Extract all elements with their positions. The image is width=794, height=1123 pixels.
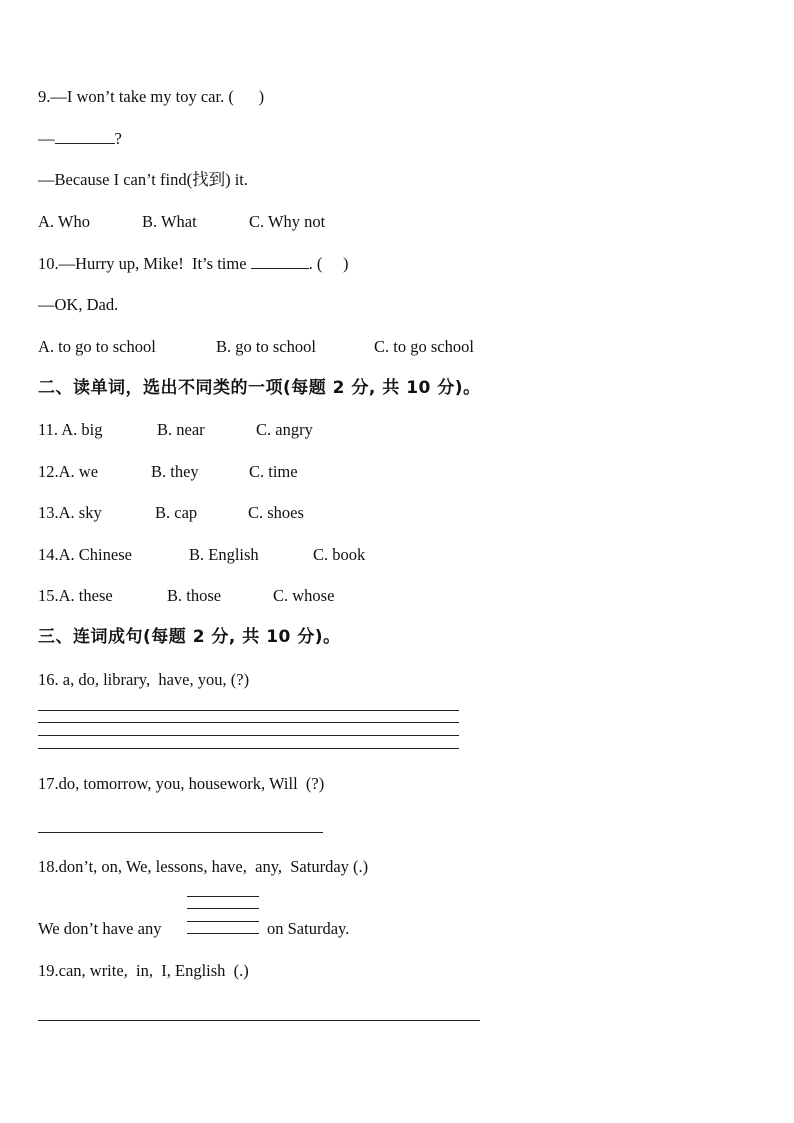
- q18-answer-suffix: on Saturday.: [267, 919, 350, 938]
- q19-answer-line[interactable]: [38, 1020, 480, 1021]
- q16-answer-line-4[interactable]: [38, 748, 459, 749]
- q18-blank-line-3[interactable]: [187, 921, 259, 922]
- q10-stem-end: . ( ): [308, 254, 349, 273]
- q11-option-c: C. angry: [256, 420, 313, 439]
- q16-answer-line-3[interactable]: [38, 735, 459, 736]
- q16-answer-line-1[interactable]: [38, 710, 459, 711]
- q9-reply-line: [38, 129, 122, 149]
- q11-option-b: B. near: [157, 420, 205, 439]
- q9-option-c: C. Why not: [249, 212, 326, 231]
- q10-option-c: C. to go school: [374, 337, 474, 356]
- q13-option-c: C. shoes: [248, 503, 304, 522]
- q9-dash: —: [38, 129, 55, 148]
- q16-answer-line-2[interactable]: [38, 722, 459, 723]
- q10-blank[interactable]: [251, 254, 309, 269]
- q9-option-a: A. Who: [38, 212, 90, 231]
- q9-option-b: B. What: [142, 212, 197, 231]
- q15-option-b: B. those: [167, 586, 222, 605]
- q14-option-c: C. book: [313, 545, 366, 564]
- q9-blank[interactable]: [55, 129, 115, 144]
- q10-stem-text: 10.—Hurry up, Mike! It’s time: [38, 254, 251, 273]
- q15-option-c: C. whose: [273, 586, 335, 605]
- q10-option-b: B. go to school: [216, 337, 316, 356]
- q10-option-a: A. to go to school: [38, 337, 156, 356]
- q15-option-a: 15.A. these: [38, 586, 113, 605]
- q18-words: 18.don’t, on, We, lessons, have, any, Saturday (.): [38, 857, 369, 876]
- q17-words: 17.do, tomorrow, you, housework, Will (?): [38, 774, 325, 793]
- q12-option-b: B. they: [151, 462, 199, 481]
- q9-answer-line: —Because I can’t find(找到) it.: [38, 170, 249, 189]
- q16-words: 16. a, do, library, have, you, (?): [38, 670, 250, 689]
- q11-option-a: 11. A. big: [38, 420, 103, 439]
- q12-option-a: 12.A. we: [38, 462, 99, 481]
- q9-stem: 9.—I won’t take my toy car. ( ): [38, 87, 265, 106]
- q17-answer-line[interactable]: [38, 832, 323, 833]
- section-3-title: 三、连词成句(每题 2 分, 共 10 分)。: [38, 627, 341, 647]
- q10-stem: [38, 254, 349, 274]
- q18-blank-line-1[interactable]: [187, 896, 259, 897]
- q10-reply: —OK, Dad.: [38, 295, 119, 314]
- q12-option-c: C. time: [249, 462, 298, 481]
- q13-option-a: 13.A. sky: [38, 503, 102, 522]
- q9-question-mark: ?: [114, 129, 122, 148]
- q18-blank-line-2[interactable]: [187, 908, 259, 909]
- q19-words: 19.can, write, in, I, English (.): [38, 961, 249, 980]
- q13-option-b: B. cap: [155, 503, 198, 522]
- q14-option-b: B. English: [189, 545, 259, 564]
- section-2-title: 二、读单词，选出不同类的一项(每题 2 分, 共 10 分)。: [38, 378, 481, 398]
- q14-option-a: 14.A. Chinese: [38, 545, 132, 564]
- q18-blank-line-4[interactable]: [187, 933, 259, 934]
- q18-answer-prefix: We don’t have any: [38, 919, 162, 938]
